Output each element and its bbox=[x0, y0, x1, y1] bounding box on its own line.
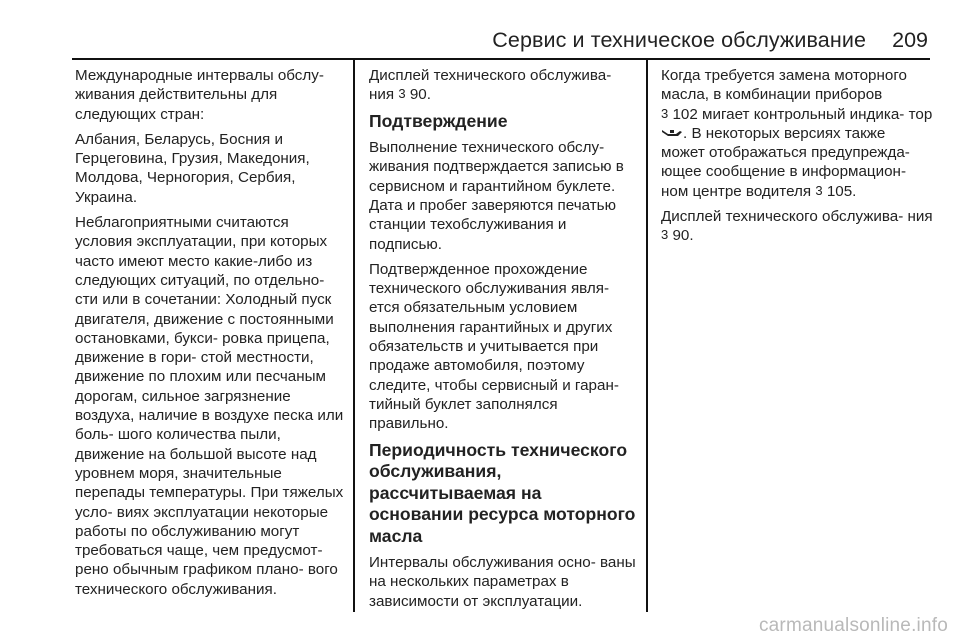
paragraph: Выполнение технического обслу- живания подтверждается записью в сервисном и гарантийном буклете. Дата и пробег заверяются печатью станции техобслуживания и подписью. bbox=[369, 139, 624, 253]
section-heading: Подтверждение bbox=[369, 110, 508, 131]
page-header bbox=[72, 24, 930, 60]
column-divider bbox=[646, 60, 648, 612]
page-reference[interactable]: 105. bbox=[826, 182, 857, 200]
column-left bbox=[75, 66, 347, 605]
paragraph: Дисплей технического обслужива- ния 3 90. bbox=[369, 67, 612, 104]
paragraph: Подтвержденное прохождение технического обслуживания явля- ется обязательным условием выполнения гарантийных и других обязательств и учитывается при продаже автомобиля, поэтому следите, чтобы сервисный и гаран- тийный буклет заполнялся правильно. bbox=[369, 260, 619, 433]
paragraph: Дисплей технического обслужива- ния 3 90. bbox=[661, 208, 933, 245]
page-title: Сервис и техническое обслуживание bbox=[492, 28, 866, 52]
paragraph: Когда требуется замена моторного масла, в комбинации приборов 3 102 мигает контрольный индика- тор . В некоторых версиях также может отображаться предупрежда- ющее сообщение в информацион- ном центре водителя 3 105. bbox=[661, 67, 933, 200]
page-number: 209 bbox=[892, 28, 928, 52]
page-reference[interactable]: 90. bbox=[672, 227, 694, 245]
column-middle bbox=[369, 66, 637, 617]
page-reference-arrow-icon: 3 bbox=[398, 86, 406, 102]
section-heading: Периодичность технического обслуживания, рассчитываемая на основании ресурса моторного масла bbox=[369, 439, 636, 546]
page-reference[interactable]: 102 мигает контрольный индика- тор bbox=[672, 105, 933, 123]
column-right bbox=[661, 66, 933, 252]
column-divider bbox=[353, 60, 355, 612]
paragraph: Албания, Беларусь, Босния и Герцеговина, Грузия, Македония, Молдова, Черногория, Сербия, Украина. bbox=[75, 130, 310, 206]
header-rule bbox=[72, 58, 930, 60]
page-reference[interactable]: 90. bbox=[409, 86, 431, 104]
paragraph: Неблагоприятными считаются условия эксплуатации, при которых часто имеют место какие-либо из следующих ситуаций, по отдельно- сти или в сочетании: Холодный пуск двигателя, движение с постоянными остановками, букси- ровка прицепа, движение в гори- стой местности, движение по плохим или песчаным дорогам, сильное загрязнение воздуха, наличие в воздухе песка или боль- шого количества пыли, движение на большой высоте над уровнем моря, значительные перепады температуры. При тяжелых усло- виях эксплуатации некоторые работы по обслуживанию могут требоваться чаще, чем предусмот- рено обычным графиком плано- вого технического обслуживания. bbox=[75, 214, 344, 598]
watermark: carmanualsonline.info bbox=[758, 615, 948, 636]
service-wrench-indicator-icon bbox=[661, 127, 683, 139]
page-reference-arrow-icon: 3 bbox=[815, 182, 823, 198]
paragraph: Международные интервалы обслу- живания действительны для следующих стран: bbox=[75, 67, 324, 123]
page-reference-arrow-icon: 3 bbox=[661, 227, 669, 243]
paragraph: Интервалы обслуживания осно- ваны на нескольких параметрах в зависимости от эксплуатации. bbox=[369, 554, 636, 610]
page-reference-arrow-icon: 3 bbox=[661, 105, 669, 121]
